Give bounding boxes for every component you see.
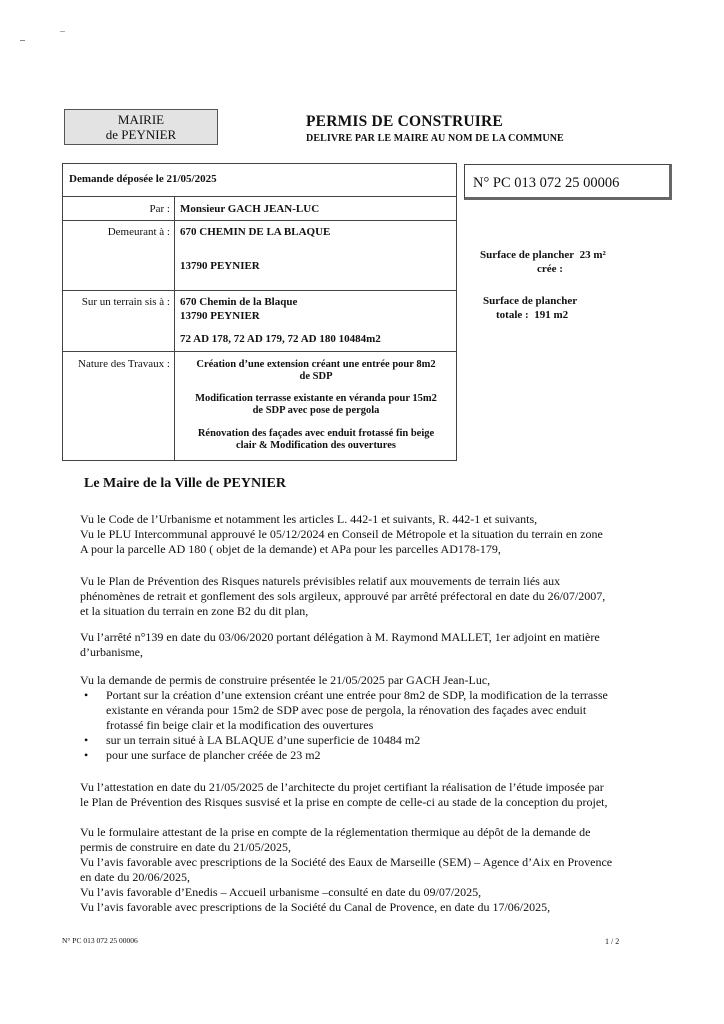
footer-reference: N° PC 013 072 25 00006 <box>62 936 138 945</box>
scan-mark <box>60 31 65 32</box>
surface-totale-label: Surface de plancher <box>483 295 578 307</box>
text-line: Vu la demande de permis de construire présentée le 21/05/2025 par GACH Jean-Luc, <box>80 673 491 687</box>
surface-totale-value: 191 m2 <box>534 309 569 321</box>
bullet-item <box>80 688 660 733</box>
text-line: Vu l’arrêté n°139 en date du 03/06/2020 portant délégation à M. Raymond MALLET, 1er adjoint en matière <box>80 630 600 644</box>
nature-2b: de SDP avec pose de pergola <box>252 405 380 416</box>
pc-number: N° PC 013 072 25 00006 <box>473 175 620 191</box>
paragraph-avis <box>80 825 660 915</box>
text-line: Vu le formulaire attestant de la prise en compte de la réglementation thermique au dépôt de la demande de <box>80 825 591 839</box>
scan-mark <box>20 40 25 41</box>
text-line: d’urbanisme, <box>80 645 143 659</box>
demande-date: Demande déposée le 21/05/2025 <box>69 173 217 185</box>
text-line: frotassé fin beige clair et la modification des ouvertures <box>106 718 374 732</box>
request-info-table <box>62 163 457 461</box>
bullet-item <box>80 733 660 748</box>
text-line: Vu l’avis favorable d’Enedis – Accueil urbanisme –consulté en date du 09/07/2025, <box>80 885 482 899</box>
nature-label: Nature des Travaux : <box>78 358 170 370</box>
text-line: • Portant sur la création d’une extension créant une entrée pour 8m2 de SDP, la modification de la terrasse <box>106 688 608 702</box>
terrain-parcels: 72 AD 178, 72 AD 179, 72 AD 180 10484m2 <box>180 333 381 345</box>
text-line: Vu l’attestation en date du 21/05/2025 de l’architecte du projet certifiant la réalisation de l’étude imposée par <box>80 780 604 794</box>
text-line: Vu l’avis favorable avec prescriptions de la Société des Eaux de Marseille (SEM) – Agence d’Aix en Provence <box>80 855 613 869</box>
surface-creee-label2: crée : <box>537 263 563 275</box>
text-line: en date du 20/06/2025, <box>80 870 190 884</box>
par-label: Par : <box>149 203 170 215</box>
nature-3b: clair & Modification des ouvertures <box>235 440 396 451</box>
terrain-line2: 13790 PEYNIER <box>180 310 260 322</box>
text-line: existante en véranda pour 15m2 de SDP avec pose de pergola, la rénovation des façades avec enduit <box>106 703 587 717</box>
text-line: Vu l’avis favorable avec prescriptions de la Société du Canal de Provence, en date du 17/06/2025, <box>80 900 551 914</box>
mairie-box <box>64 109 218 145</box>
nature-item-3 <box>175 428 457 452</box>
nature-1b: de SDP <box>299 371 333 382</box>
mairie-line2: de PEYNIER <box>105 127 177 142</box>
terrain-line1: 670 Chemin de la Blaque <box>180 296 298 308</box>
text-line: • pour une surface de plancher créée de 23 m2 <box>106 748 321 762</box>
paragraph-ppr <box>80 574 660 619</box>
page-subtitle: DELIVRE PAR LE MAIRE AU NOM DE LA COMMUNE <box>306 133 564 144</box>
page-title: PERMIS DE CONSTRUIRE <box>306 113 503 130</box>
terrain-label: Sur un terrain sis à : <box>81 296 170 308</box>
demeurant-label: Demeurant à : <box>107 226 170 238</box>
text-line: permis de construire en date du 21/05/2025, <box>80 840 291 854</box>
demeurant-line1: 670 CHEMIN DE LA BLAQUE <box>180 226 331 238</box>
paragraph-urbanisme <box>80 512 660 557</box>
text-line: Vu le Code de l’Urbanisme et notamment les articles L. 442-1 et suivants, R. 442-1 et suivants, <box>80 512 538 526</box>
demeurant-line2: 13790 PEYNIER <box>180 260 260 272</box>
nature-item-2 <box>175 393 457 417</box>
nature-2a: Modification terrasse existante en véranda pour 15m2 <box>195 393 437 404</box>
nature-item-1 <box>175 359 457 383</box>
text-line: phénomènes de retrait et gonflement des sols argileux, approuvé par arrêté préfectoral en date du 26/07/2007, <box>80 589 606 603</box>
bullet-item <box>80 748 660 763</box>
mayor-heading: Le Maire de la Ville de PEYNIER <box>84 476 286 491</box>
text-line: Vu le Plan de Prévention des Risques naturels prévisibles relatif aux mouvements de terrain liés aux <box>80 574 561 588</box>
mairie-line1: MAIRIE <box>117 112 165 127</box>
text-line: le Plan de Prévention des Risques susvisé et la prise en compte de celle-ci au stade de la conception du projet, <box>80 795 608 809</box>
text-line: • sur un terrain situé à LA BLAQUE d’une superficie de 10484 m2 <box>106 733 421 747</box>
nature-1a: Création d’une extension créant une entrée pour 8m2 <box>196 359 436 370</box>
nature-3a: Rénovation des façades avec enduit frotassé fin beige <box>197 428 435 439</box>
text-line: A pour la parcelle AD 180 ( objet de la demande) et APa pour les parcelles AD178-179, <box>80 542 501 556</box>
surface-creee-label: Surface de plancher <box>480 249 575 261</box>
par-value: Monsieur GACH JEAN-LUC <box>180 203 320 215</box>
text-line: Vu le PLU Intercommunal approuvé le 05/12/2024 en Conseil de Métropole et la situation du terrain en zone <box>80 527 603 541</box>
page-number: 1 / 2 <box>605 937 620 946</box>
surface-totale <box>483 294 643 322</box>
paragraph-demande <box>80 673 660 763</box>
paragraph-arrete <box>80 630 660 660</box>
paragraph-attestation <box>80 780 660 810</box>
pc-number-box <box>464 164 672 200</box>
text-line: et la situation du terrain en zone B2 du dit plan, <box>80 604 309 618</box>
surface-totale-label2: totale : <box>496 309 529 321</box>
surface-creee <box>480 248 640 276</box>
surface-creee-value: 23 m² <box>579 249 606 261</box>
